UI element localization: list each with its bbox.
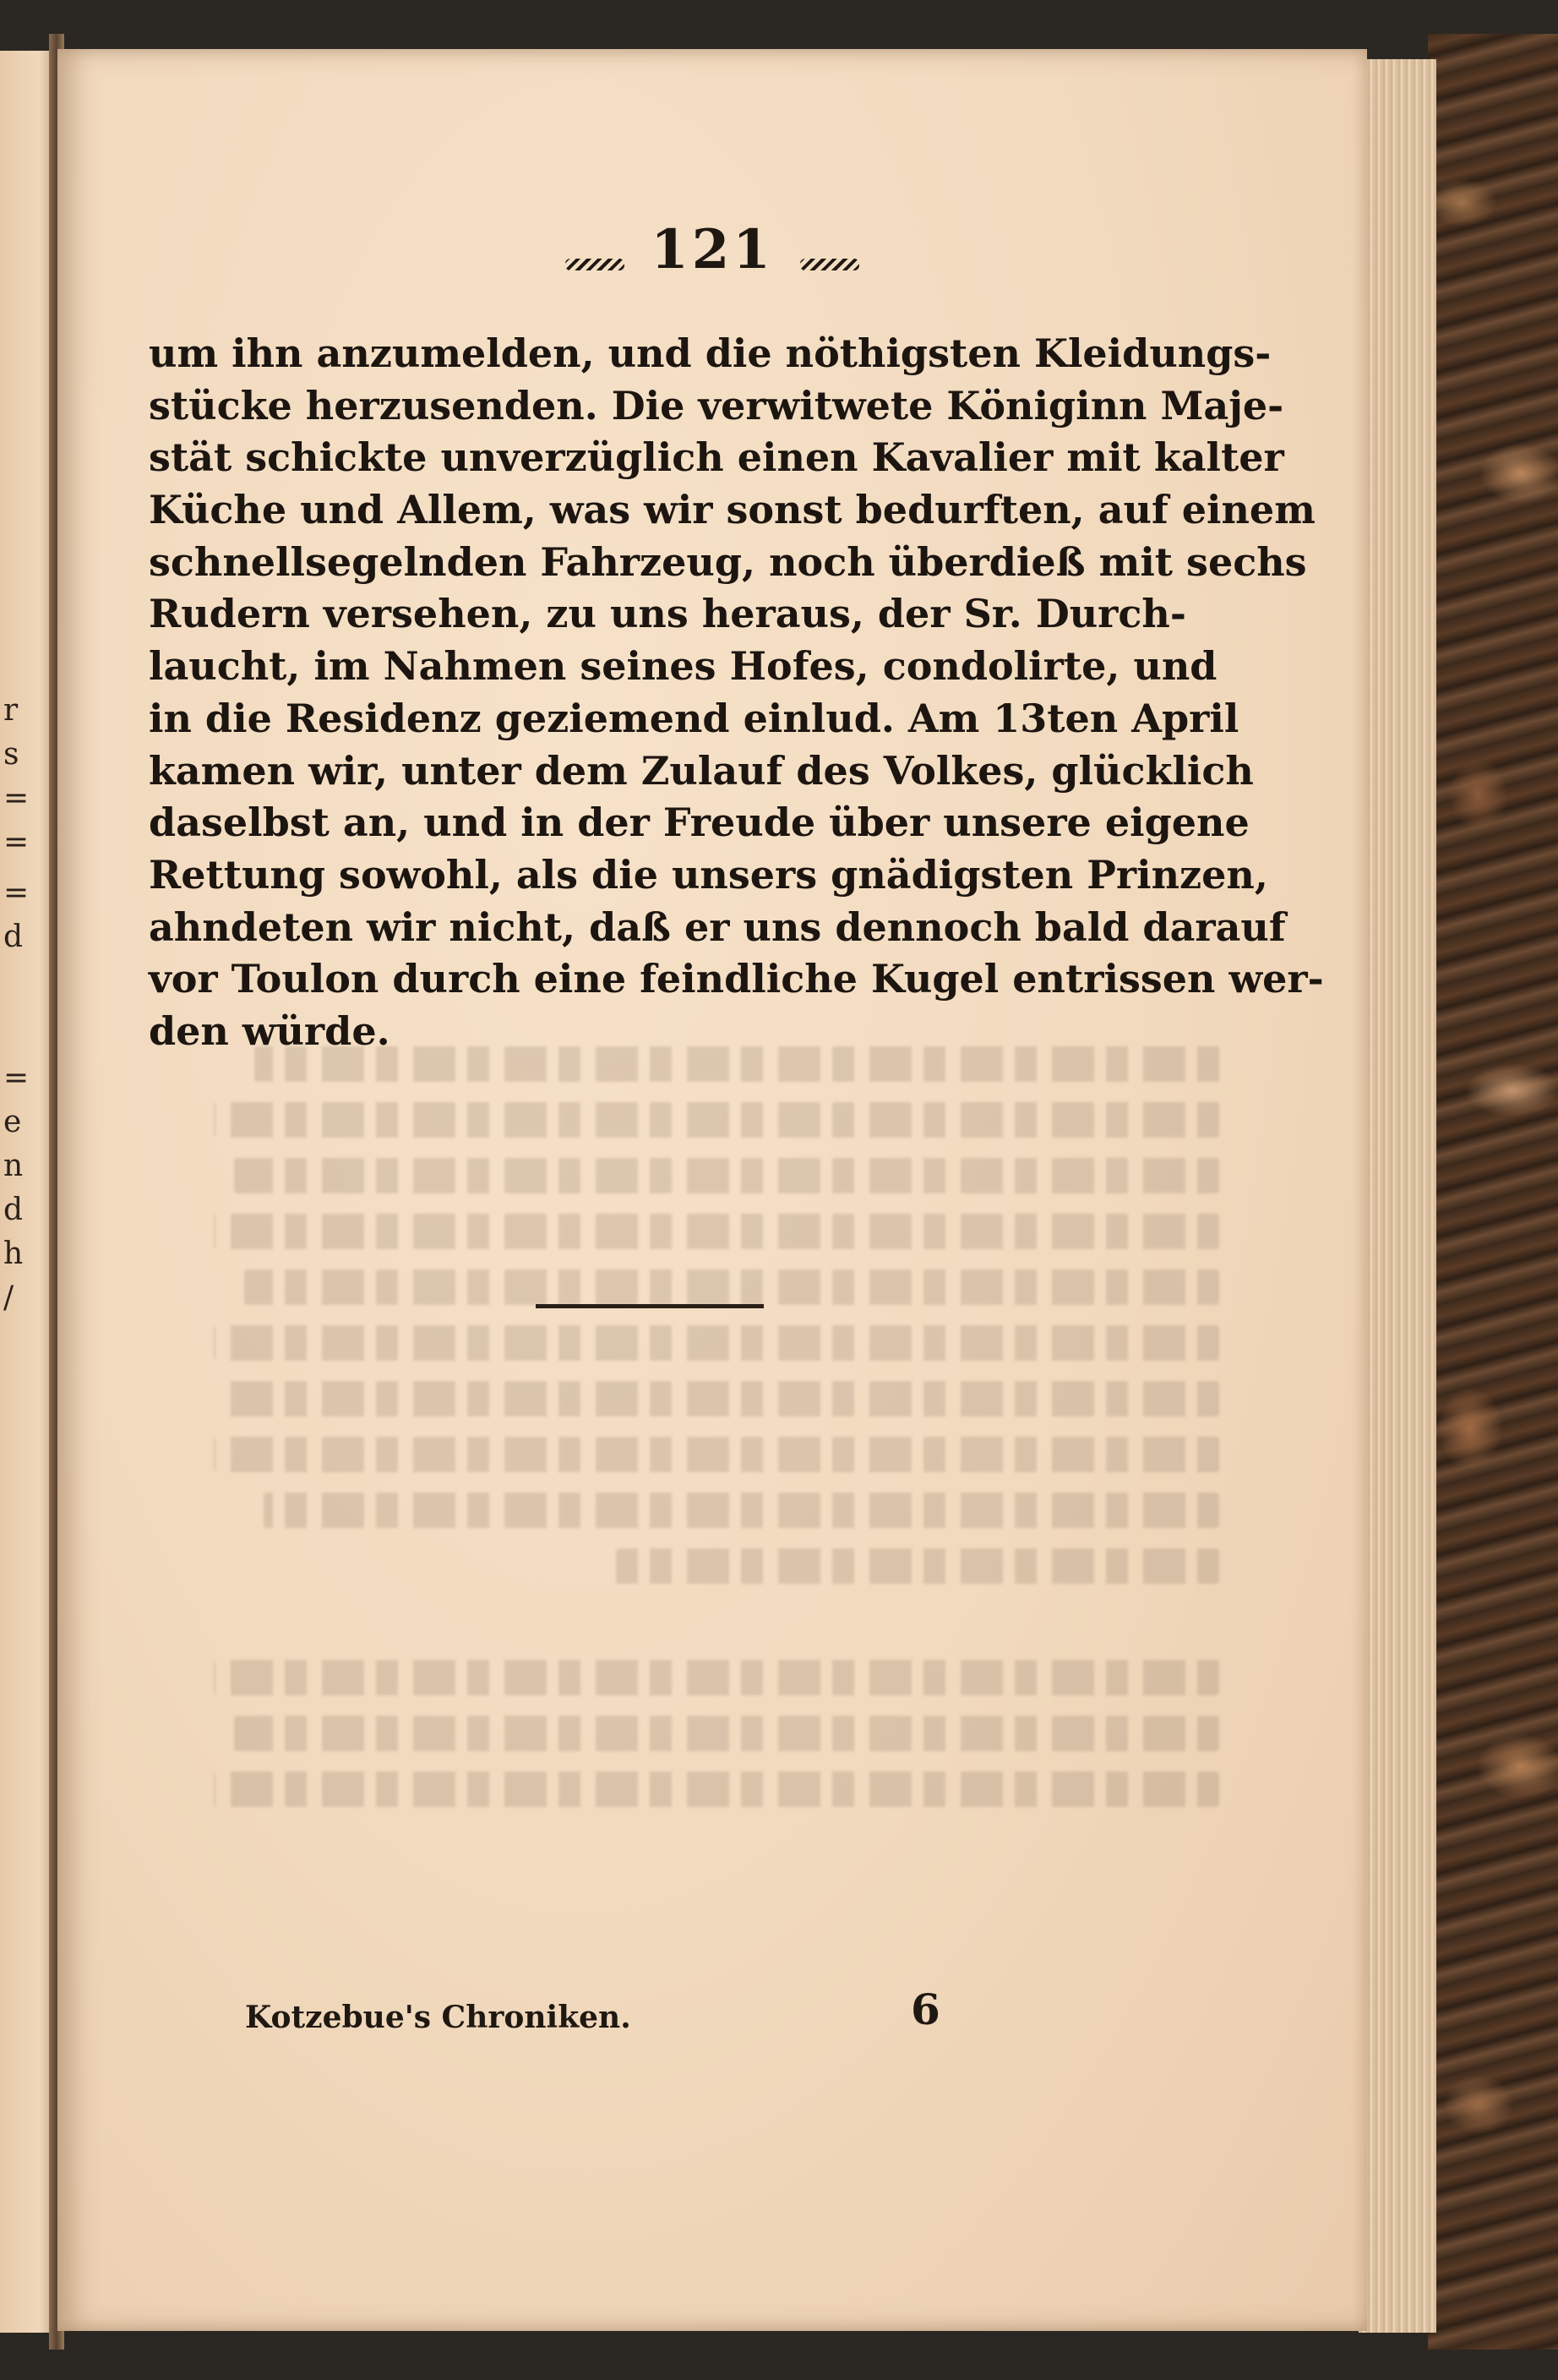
section-divider bbox=[536, 1304, 764, 1308]
text-line: um ihn anzumelden, und die nöthigsten Kleidungs- bbox=[149, 330, 1272, 376]
left-glyph: = bbox=[3, 825, 30, 860]
header-ornament-right bbox=[800, 259, 859, 270]
page-number: 121 bbox=[651, 218, 774, 281]
text-line: vor Toulon durch eine feindliche Kugel entrissen wer- bbox=[149, 956, 1324, 1002]
footer-title: Kotzebue's Chroniken. bbox=[245, 2000, 631, 2035]
signature-mark: 6 bbox=[911, 1984, 940, 2034]
body-text bbox=[149, 328, 1324, 1058]
text-line: Rettung sowohl, als die unsers gnädigsten Prinzen, bbox=[149, 851, 1268, 898]
left-glyph: d bbox=[3, 1193, 24, 1227]
left-glyph: = bbox=[3, 1061, 30, 1095]
show-through-text bbox=[214, 1046, 1219, 1976]
text-line: Rudern versehen, zu uns heraus, der Sr. Durch- bbox=[149, 591, 1186, 637]
page-header bbox=[57, 218, 1367, 281]
text-line: kamen wir, unter dem Zulauf des Volkes, glücklich bbox=[149, 747, 1254, 794]
header-ornament-left bbox=[565, 259, 624, 270]
page-fore-edge bbox=[1359, 59, 1436, 2333]
text-line: laucht, im Nahmen seines Hofes, condolirte, und bbox=[149, 643, 1218, 690]
text-line: daselbst an, und in der Freude über unsere eigene bbox=[149, 800, 1250, 846]
left-glyph: r bbox=[3, 693, 19, 728]
book-page bbox=[57, 49, 1367, 2331]
left-glyph: = bbox=[3, 876, 30, 910]
marbled-cover-board bbox=[1428, 34, 1558, 2350]
text-line: ahndeten wir nicht, daß er uns dennoch bald darauf bbox=[149, 903, 1286, 950]
text-line: stücke herzusenden. Die verwitwete Königinn Maje- bbox=[149, 382, 1284, 429]
text-line: stät schickte unverzüglich einen Kavalier mit kalter bbox=[149, 434, 1284, 481]
left-glyph: = bbox=[3, 781, 30, 816]
left-glyph: n bbox=[3, 1149, 24, 1183]
left-glyph: / bbox=[3, 1280, 14, 1315]
left-page-edge bbox=[0, 51, 56, 2333]
left-glyph: e bbox=[3, 1105, 22, 1139]
left-glyph: h bbox=[3, 1236, 24, 1271]
text-line: schnellsegelnden Fahrzeug, noch überdieß mit sechs bbox=[149, 538, 1307, 585]
text-line: Küche und Allem, was wir sonst bedurften, auf einem bbox=[149, 487, 1316, 533]
left-glyph: d bbox=[3, 920, 24, 954]
text-line: den würde. bbox=[149, 1007, 390, 1054]
text-line: in die Residenz geziemend einlud. Am 13ten April bbox=[149, 695, 1239, 741]
left-glyph: s bbox=[3, 737, 19, 772]
